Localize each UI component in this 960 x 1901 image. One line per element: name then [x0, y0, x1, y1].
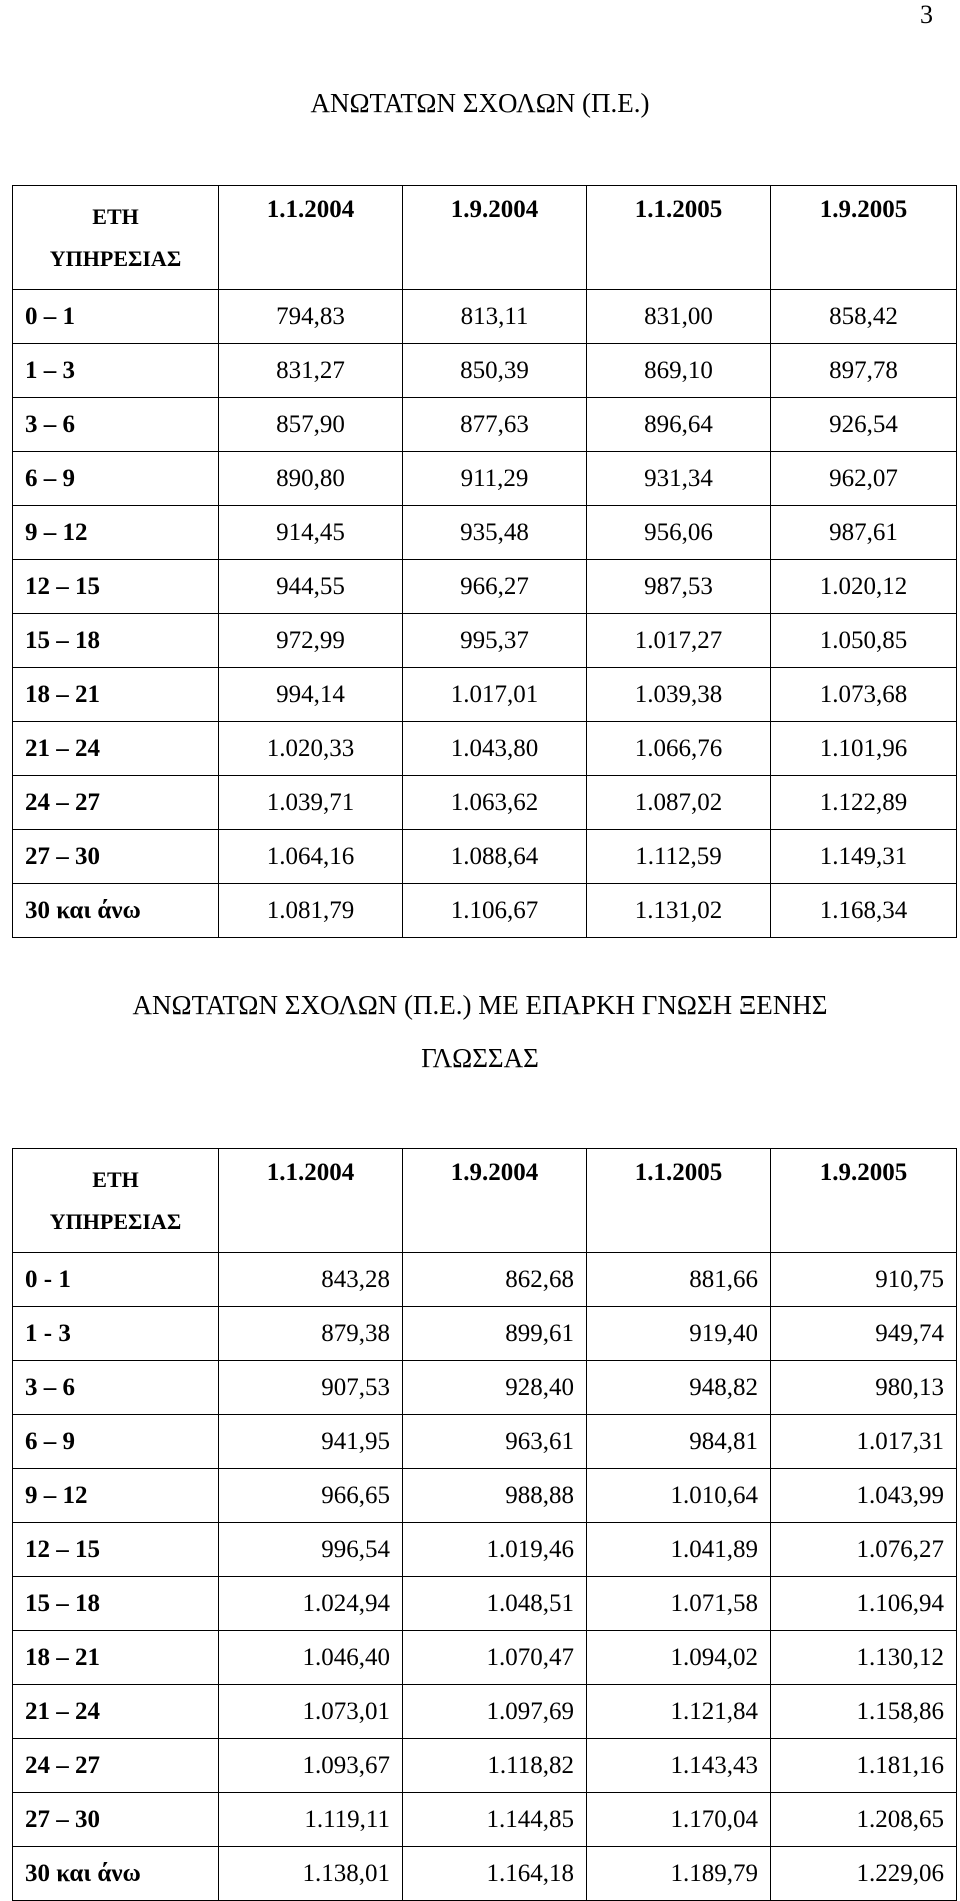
years-of-service-cell: 9 – 12 [13, 506, 219, 560]
table-row [13, 1415, 957, 1469]
years-of-service-cell: 12 – 15 [13, 560, 219, 614]
table-row [13, 1685, 957, 1739]
years-of-service-cell: 0 - 1 [13, 1253, 219, 1307]
salary-value-cell: 1.101,96 [771, 722, 957, 776]
salary-value-cell: 1.122,89 [771, 776, 957, 830]
years-header-line-2: ΥΠΗΡΕΣΙΑΣ [49, 1208, 182, 1234]
salary-value-cell: 1.189,79 [587, 1847, 771, 1901]
salary-value-cell: 1.097,69 [403, 1685, 587, 1739]
salary-value-cell: 1.081,79 [219, 884, 403, 938]
salary-value-cell: 1.020,33 [219, 722, 403, 776]
years-of-service-header [13, 1149, 219, 1253]
page-number: 3 [920, 0, 933, 29]
salary-value-cell: 972,99 [219, 614, 403, 668]
salary-value-cell: 1.048,51 [403, 1577, 587, 1631]
date-header: 1.1.2004 [219, 186, 403, 290]
years-of-service-cell: 9 – 12 [13, 1469, 219, 1523]
salary-table-2 [12, 1148, 957, 1901]
salary-value-cell: 850,39 [403, 344, 587, 398]
table-row [13, 1793, 957, 1847]
salary-value-cell: 944,55 [219, 560, 403, 614]
table-row [13, 1469, 957, 1523]
table-row [13, 1361, 957, 1415]
years-of-service-cell: 12 – 15 [13, 1523, 219, 1577]
salary-value-cell: 962,07 [771, 452, 957, 506]
salary-value-cell: 928,40 [403, 1361, 587, 1415]
salary-value-cell: 980,13 [771, 1361, 957, 1415]
salary-value-cell: 1.149,31 [771, 830, 957, 884]
salary-value-cell: 1.063,62 [403, 776, 587, 830]
date-header: 1.9.2005 [771, 1149, 957, 1253]
years-of-service-cell: 18 – 21 [13, 668, 219, 722]
salary-value-cell: 987,53 [587, 560, 771, 614]
years-of-service-cell: 27 – 30 [13, 1793, 219, 1847]
salary-value-cell: 919,40 [587, 1307, 771, 1361]
salary-value-cell: 931,34 [587, 452, 771, 506]
salary-value-cell: 1.039,71 [219, 776, 403, 830]
salary-value-cell: 869,10 [587, 344, 771, 398]
salary-value-cell: 862,68 [403, 1253, 587, 1307]
table-row [13, 1847, 957, 1901]
salary-value-cell: 966,27 [403, 560, 587, 614]
salary-value-cell: 988,88 [403, 1469, 587, 1523]
years-header-line-2: ΥΠΗΡΕΣΙΑΣ [49, 245, 182, 271]
table-row [13, 722, 957, 776]
salary-value-cell: 926,54 [771, 398, 957, 452]
table-row [13, 1523, 957, 1577]
table-row [13, 668, 957, 722]
years-of-service-cell: 24 – 27 [13, 1739, 219, 1793]
salary-value-cell: 794,83 [219, 290, 403, 344]
salary-value-cell: 984,81 [587, 1415, 771, 1469]
salary-value-cell: 1.164,18 [403, 1847, 587, 1901]
date-header: 1.9.2004 [403, 1149, 587, 1253]
salary-value-cell: 1.170,04 [587, 1793, 771, 1847]
table-row [13, 884, 957, 938]
table-row [13, 1577, 957, 1631]
salary-value-cell: 1.043,99 [771, 1469, 957, 1523]
years-of-service-cell: 1 - 3 [13, 1307, 219, 1361]
salary-value-cell: 1.181,16 [771, 1739, 957, 1793]
salary-value-cell: 896,64 [587, 398, 771, 452]
salary-value-cell: 857,90 [219, 398, 403, 452]
table-row [13, 1253, 957, 1307]
salary-value-cell: 1.064,16 [219, 830, 403, 884]
salary-value-cell: 914,45 [219, 506, 403, 560]
salary-value-cell: 963,61 [403, 1415, 587, 1469]
salary-value-cell: 877,63 [403, 398, 587, 452]
salary-value-cell: 1.076,27 [771, 1523, 957, 1577]
salary-value-cell: 1.168,34 [771, 884, 957, 938]
salary-value-cell: 1.024,94 [219, 1577, 403, 1631]
salary-value-cell: 1.106,67 [403, 884, 587, 938]
years-of-service-cell: 15 – 18 [13, 1577, 219, 1631]
salary-value-cell: 907,53 [219, 1361, 403, 1415]
table-row [13, 1739, 957, 1793]
table-row [13, 776, 957, 830]
years-of-service-cell: 6 – 9 [13, 1415, 219, 1469]
salary-value-cell: 1.158,86 [771, 1685, 957, 1739]
salary-value-cell: 1.071,58 [587, 1577, 771, 1631]
table-row [13, 506, 957, 560]
salary-table-1-body [13, 186, 957, 938]
salary-value-cell: 890,80 [219, 452, 403, 506]
years-header-line-1: ΕΤΗ [92, 1166, 139, 1192]
salary-value-cell: 1.112,59 [587, 830, 771, 884]
salary-value-cell: 1.017,27 [587, 614, 771, 668]
salary-value-cell: 1.088,64 [403, 830, 587, 884]
salary-value-cell: 881,66 [587, 1253, 771, 1307]
date-header: 1.9.2005 [771, 186, 957, 290]
years-of-service-cell: 30 και άνω [13, 884, 219, 938]
years-of-service-header [13, 186, 219, 290]
salary-value-cell: 1.050,85 [771, 614, 957, 668]
date-header: 1.1.2005 [587, 1149, 771, 1253]
salary-value-cell: 911,29 [403, 452, 587, 506]
salary-value-cell: 1.119,11 [219, 1793, 403, 1847]
salary-value-cell: 1.093,67 [219, 1739, 403, 1793]
salary-value-cell: 1.143,43 [587, 1739, 771, 1793]
salary-value-cell: 1.066,76 [587, 722, 771, 776]
years-of-service-cell: 18 – 21 [13, 1631, 219, 1685]
table-row [13, 452, 957, 506]
years-of-service-cell: 21 – 24 [13, 722, 219, 776]
salary-value-cell: 1.017,01 [403, 668, 587, 722]
date-header: 1.9.2004 [403, 186, 587, 290]
table-row [13, 344, 957, 398]
years-of-service-cell: 0 – 1 [13, 290, 219, 344]
salary-value-cell: 1.046,40 [219, 1631, 403, 1685]
salary-value-cell: 843,28 [219, 1253, 403, 1307]
years-of-service-cell: 3 – 6 [13, 398, 219, 452]
section-2-title-line-2: ΓΛΩΣΣΑΣ [421, 1043, 539, 1073]
salary-value-cell: 1.121,84 [587, 1685, 771, 1739]
salary-value-cell: 948,82 [587, 1361, 771, 1415]
date-header: 1.1.2004 [219, 1149, 403, 1253]
salary-value-cell: 994,14 [219, 668, 403, 722]
section-1-title: ΑΝΩΤΑΤΩΝ ΣΧΟΛΩΝ (Π.Ε.) [310, 88, 650, 118]
years-of-service-cell: 3 – 6 [13, 1361, 219, 1415]
table-row [13, 398, 957, 452]
salary-value-cell: 941,95 [219, 1415, 403, 1469]
salary-value-cell: 1.019,46 [403, 1523, 587, 1577]
salary-value-cell: 966,65 [219, 1469, 403, 1523]
salary-value-cell: 1.208,65 [771, 1793, 957, 1847]
years-of-service-cell: 6 – 9 [13, 452, 219, 506]
salary-value-cell: 1.130,12 [771, 1631, 957, 1685]
salary-value-cell: 1.010,64 [587, 1469, 771, 1523]
salary-value-cell: 899,61 [403, 1307, 587, 1361]
salary-value-cell: 996,54 [219, 1523, 403, 1577]
salary-value-cell: 858,42 [771, 290, 957, 344]
salary-value-cell: 1.039,38 [587, 668, 771, 722]
table-row [13, 1307, 957, 1361]
salary-table-1 [12, 185, 957, 938]
years-of-service-cell: 30 και άνω [13, 1847, 219, 1901]
salary-value-cell: 1.020,12 [771, 560, 957, 614]
salary-value-cell: 1.229,06 [771, 1847, 957, 1901]
salary-value-cell: 987,61 [771, 506, 957, 560]
table-row [13, 614, 957, 668]
salary-table-2-body [13, 1149, 957, 1901]
salary-value-cell: 1.138,01 [219, 1847, 403, 1901]
years-of-service-cell: 24 – 27 [13, 776, 219, 830]
salary-value-cell: 1.043,80 [403, 722, 587, 776]
salary-value-cell: 813,11 [403, 290, 587, 344]
salary-value-cell: 1.131,02 [587, 884, 771, 938]
salary-value-cell: 897,78 [771, 344, 957, 398]
salary-value-cell: 831,00 [587, 290, 771, 344]
table-row [13, 290, 957, 344]
salary-value-cell: 1.070,47 [403, 1631, 587, 1685]
salary-value-cell: 831,27 [219, 344, 403, 398]
salary-value-cell: 1.073,01 [219, 1685, 403, 1739]
salary-value-cell: 949,74 [771, 1307, 957, 1361]
table-header-row [13, 1149, 957, 1253]
salary-value-cell: 910,75 [771, 1253, 957, 1307]
salary-value-cell: 995,37 [403, 614, 587, 668]
years-of-service-cell: 21 – 24 [13, 1685, 219, 1739]
years-header-line-1: ΕΤΗ [92, 203, 139, 229]
salary-value-cell: 1.073,68 [771, 668, 957, 722]
salary-value-cell: 1.087,02 [587, 776, 771, 830]
salary-value-cell: 1.106,94 [771, 1577, 957, 1631]
years-of-service-cell: 27 – 30 [13, 830, 219, 884]
salary-value-cell: 879,38 [219, 1307, 403, 1361]
salary-value-cell: 1.041,89 [587, 1523, 771, 1577]
section-2-title-line-1: ΑΝΩΤΑΤΩΝ ΣΧΟΛΩΝ (Π.Ε.) ΜΕ ΕΠΑΡΚΗ ΓΝΩΣΗ ΞΕΝΗΣ [132, 990, 828, 1020]
salary-value-cell: 935,48 [403, 506, 587, 560]
table-row [13, 1631, 957, 1685]
years-of-service-cell: 1 – 3 [13, 344, 219, 398]
table-header-row [13, 186, 957, 290]
table-row [13, 560, 957, 614]
date-header: 1.1.2005 [587, 186, 771, 290]
years-of-service-cell: 15 – 18 [13, 614, 219, 668]
salary-value-cell: 1.094,02 [587, 1631, 771, 1685]
table-row [13, 830, 957, 884]
salary-value-cell: 1.118,82 [403, 1739, 587, 1793]
salary-value-cell: 956,06 [587, 506, 771, 560]
salary-value-cell: 1.144,85 [403, 1793, 587, 1847]
salary-value-cell: 1.017,31 [771, 1415, 957, 1469]
